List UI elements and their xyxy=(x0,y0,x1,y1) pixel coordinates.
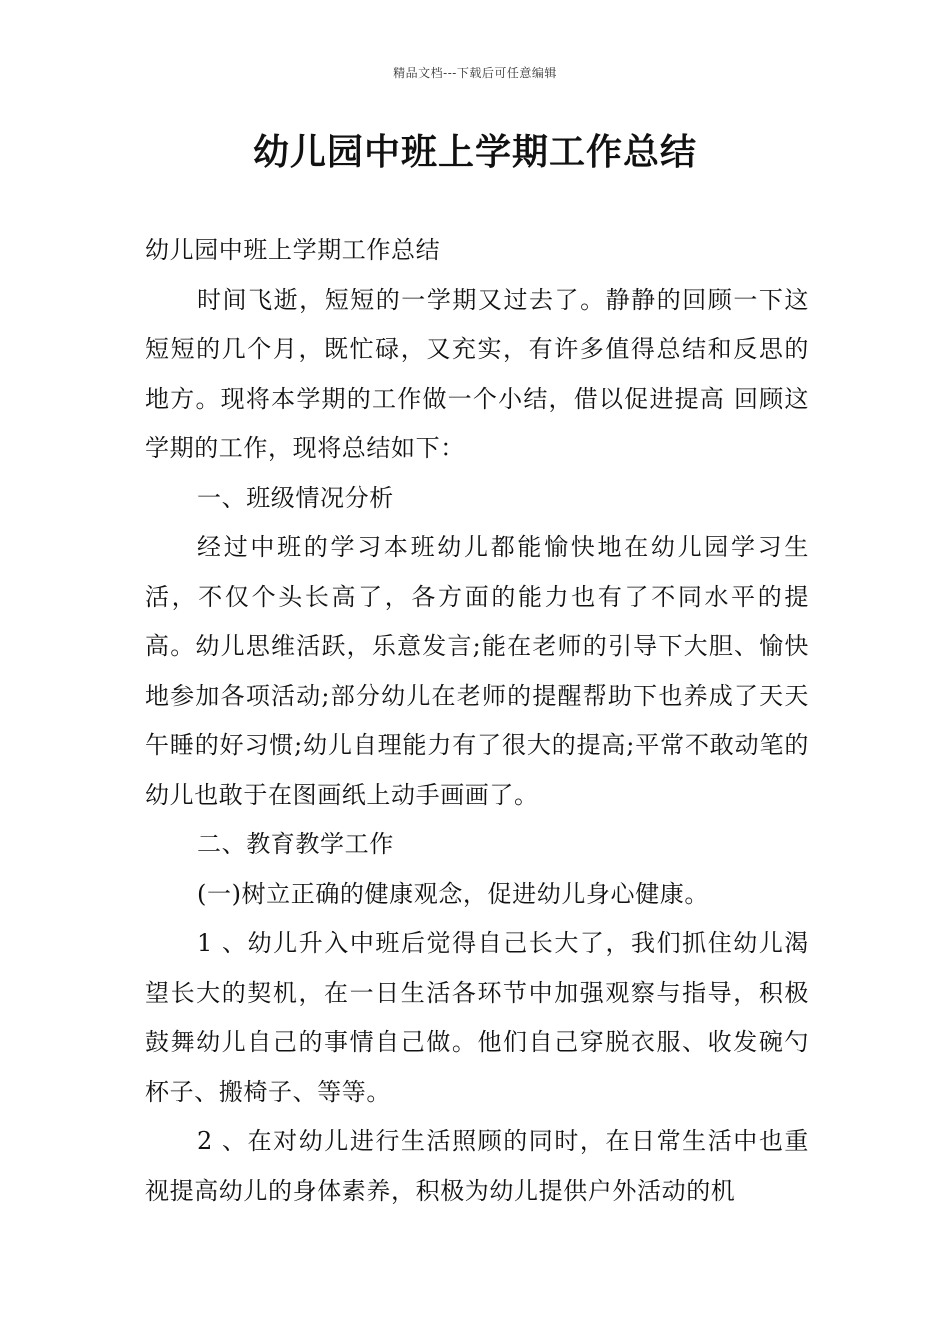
list-paragraph-1: 1 、幼儿升入中班后觉得自己长大了，我们抓住幼儿渴望长大的契机，在一日生活各环节中加强观察与指导，积极鼓舞幼儿自己的事情自己做。他们自己穿脱衣服、收发碗勺杯子、搬椅子、等等。 xyxy=(145,929,809,1106)
list-paragraph-2: 2 、在对幼儿进行生活照顾的同时，在日常生活中也重视提高幼儿的身体素养，积极为幼儿提供户外活动的机 xyxy=(145,1127,809,1205)
subsection-heading-health: (一)树立正确的健康观念，促进幼儿身心健康。 xyxy=(197,879,709,908)
document-body xyxy=(145,226,809,1216)
intro-paragraph: 时间飞逝，短短的一学期又过去了。静静的回顾一下这短短的几个月，既忙碌，又充实，有许多值得总结和反思的地方。现将本学期的工作做一个小结，借以促进提高 回顾这学期的工作，现将总结如下： xyxy=(145,285,809,462)
document-title: 幼儿园中班上学期工作总结 xyxy=(252,132,697,173)
section-heading-class-analysis: 一、班级情况分析 xyxy=(197,483,394,512)
section-heading-teaching-work: 二、教育教学工作 xyxy=(197,830,394,858)
class-analysis-paragraph: 经过中班的学习本班幼儿都能愉快地在幼儿园学习生活，不仅个头长高了，各方面的能力也有了不同水平的提高。幼儿思维活跃，乐意发言;能在老师的引导下大胆、愉快地参加各项活动;部分幼儿在老师的提醒帮助下也养成了天天午睡的好习惯;幼儿自理能力有了很大的提高;平常不敢动笔的幼儿也敢于在图画纸上动手画画了。 xyxy=(145,533,809,809)
header-note: 精品文档---下载后可任意编辑 xyxy=(393,66,557,80)
body-subtitle: 幼儿园中班上学期工作总结 xyxy=(145,236,441,264)
